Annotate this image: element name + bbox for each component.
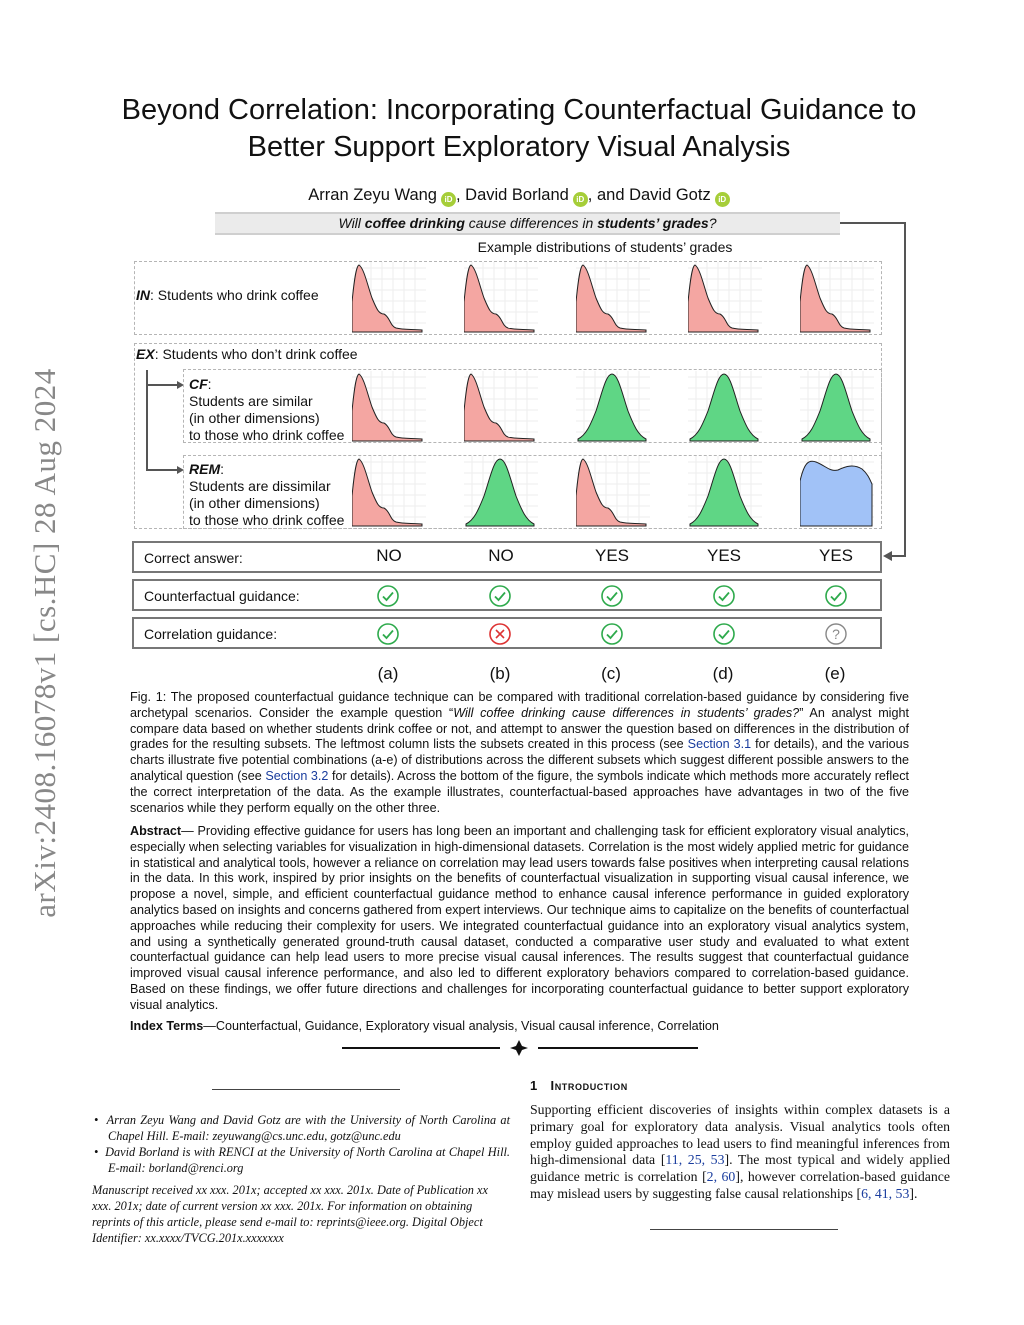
caption-question: Will coffee drinking cause differences in students’ grades? (453, 705, 800, 720)
ex-tag: EX (136, 346, 155, 362)
column-rule (650, 1229, 838, 1230)
ex-text: : Students who don’t drink coffee (154, 346, 358, 362)
answer-d: YES (706, 546, 742, 565)
correlation-guidance-label: Correlation guidance: (144, 626, 278, 642)
cf-line: (in other dimensions) (189, 410, 320, 426)
rem-line: Students are dissimilar (189, 478, 331, 494)
orcid-icon[interactable]: iD (441, 192, 456, 207)
density-area-normal (690, 459, 758, 526)
answer-a: NO (376, 546, 402, 565)
density-area-skewed (576, 459, 646, 526)
check-circle-icon (376, 622, 400, 646)
cf-label: CF: Students are similar (in other dimensions) to those who drink coffee (189, 376, 345, 443)
cf-line: to those who drink coffee (189, 427, 345, 443)
cf-tag: CF (189, 376, 208, 392)
title-line-2: Better Support Exploratory Visual Analysis (247, 131, 791, 163)
density-chart-rem-e (800, 456, 874, 528)
footnote-bullet: • David Borland is with RENCI at the University of North Carolina at Chapel Hill. E-mail: borland@renci.org (94, 1145, 510, 1175)
question-text: ? (708, 215, 717, 231)
section-link[interactable]: Section 3.2 (265, 768, 329, 783)
density-chart-rem-b (464, 456, 538, 528)
index-terms (130, 1019, 909, 1035)
citation-link[interactable]: 11, 25, 53 (665, 1152, 725, 1168)
author-1: Arran Zeyu Wang (308, 186, 437, 204)
check-circle-icon (376, 584, 400, 608)
rem-line: to those who drink coffee (189, 512, 345, 528)
sublabel-a: (a) (377, 664, 399, 683)
answer-c: YES (594, 546, 630, 565)
check-circle-icon (600, 622, 624, 646)
question-treatment: coffee drinking (364, 215, 465, 231)
density-chart-in-c (576, 262, 650, 334)
question-text: Will (338, 215, 365, 231)
density-area-normal (690, 374, 758, 441)
density-area-bimodal (800, 461, 872, 526)
manuscript-note: Manuscript received xx xxx. 201x; accepted xx xxx. 201x. Date of Publication xx xxx. 201x; date of current version xx xxx. 201x. For information on obtaining reprints of this article, please send e-mail to: reprints@ieee.org. Digital Object Identifier: xx.xxxx/TVCG.201x.xxxxxxx (92, 1183, 488, 1245)
abstract-label: Abstract (130, 824, 182, 838)
sublabel-d: (d) (712, 664, 734, 683)
density-area-skewed (464, 374, 534, 441)
section-number: 1 (530, 1078, 538, 1093)
check-circle-icon (824, 584, 848, 608)
footnote-bullet: • Arran Zeyu Wang and David Gotz are with the University of North Carolina at Chapel Hill. E-mail: zeyuwang@cs.unc.edu, gotz@unc.edu (94, 1113, 510, 1143)
abstract (130, 824, 909, 1014)
authors: Arran Zeyu Wang iD , David Borland iD , and David Gotz iD (100, 186, 938, 207)
density-area-skewed (352, 265, 422, 332)
question-text: cause differences in (464, 215, 598, 231)
correct-answer-row (132, 541, 882, 573)
in-tag: IN (136, 287, 150, 303)
footnote-rule (212, 1089, 400, 1090)
density-chart-in-e (800, 262, 874, 334)
rem-label: REM: Students are dissimilar (in other dimensions) to those who drink coffee (189, 461, 345, 528)
density-chart-cf-e (800, 371, 874, 443)
density-chart-rem-a (352, 456, 426, 528)
orcid-icon[interactable]: iD (715, 192, 730, 207)
ex-label (136, 346, 358, 363)
question-outcome: students’ grades (597, 215, 709, 231)
index-terms-text: —Counterfactual, Guidance, Exploratory visual analysis, Visual causal inference, Correlation (203, 1019, 719, 1033)
caption-text: for details), and the various charts illustrate five potential combinations (a-e) of distributions across the different subsets which suggest different possible answers to the analytical question (see (130, 737, 909, 783)
footnote-text: Arran Zeyu Wang and David Gotz are with the University of North Carolina at Chapel Hill. E-mail: zeyuwang@cs.unc.edu, gotz@unc.edu (106, 1113, 510, 1143)
caption-text: ” An analyst might compare data based on whether students drink coffee or not, and attempt to answer the question based on differences in the distribution of grades for the resulting subsets. The leftmost column lists the subsets created in this process (see (130, 705, 909, 752)
answer-b: NO (488, 546, 514, 565)
density-chart-cf-d (688, 371, 762, 443)
intro-text: ]. (909, 1185, 918, 1201)
intro-text: ], however correlation-based guidance may mislead users by suggesting false causal relationships [ (530, 1169, 951, 1201)
footnote-text: David Borland is with RENCI at the University of North Carolina at Chapel Hill. E-mail: borland@renci.org (105, 1145, 510, 1175)
density-chart-cf-b (464, 371, 538, 443)
density-chart-in-a (352, 262, 426, 334)
density-chart-rem-c (576, 456, 650, 528)
sublabel-c: (c) (601, 664, 621, 683)
section-heading (530, 1078, 628, 1093)
density-area-skewed (688, 265, 758, 332)
density-chart-cf-c (576, 371, 650, 443)
citation-link[interactable]: 2, 60 (706, 1169, 736, 1185)
density-chart-cf-a (352, 371, 426, 443)
author-3: and David Gotz (596, 186, 711, 204)
sublabel-e: (e) (824, 664, 846, 683)
rem-line: (in other dimensions) (189, 495, 320, 511)
diamond-icon (510, 1040, 528, 1056)
check-circle-icon (488, 584, 512, 608)
density-area-skewed (576, 265, 646, 332)
density-area-skewed (352, 374, 422, 441)
x-circle-icon (488, 622, 512, 646)
answer-e: YES (818, 546, 854, 565)
correlation-guidance-row (132, 617, 882, 649)
svg-text:?: ? (832, 626, 840, 642)
introduction-text (530, 1102, 950, 1203)
orcid-icon[interactable]: iD (573, 192, 588, 207)
check-circle-icon (600, 584, 624, 608)
research-question (215, 212, 840, 235)
arxiv-identifier: arXiv:2408.16078v1 [cs.HC] 28 Aug 2024 (27, 368, 62, 918)
caption-text: for details). Across the bottom of the figure, the symbols indicate which methods more accurately reflect the correct interpretation of the data. As the example illustrates, counterfactual-based approaches have advantages in two of the five scenarios while they perform equally on the other three. (130, 768, 909, 815)
check-circle-icon (712, 622, 736, 646)
section-divider (340, 1038, 700, 1058)
section-title: Introduction (550, 1078, 628, 1093)
check-circle-icon (712, 584, 736, 608)
figure-caption (130, 690, 909, 816)
example-distributions-label: Example distributions of students’ grades (477, 239, 733, 255)
author-2: David Borland (465, 186, 569, 204)
title-line-1: Beyond Correlation: Incorporating Counterfactual Guidance to (121, 94, 917, 126)
affiliation-footnotes (92, 1112, 510, 1246)
density-area-normal (802, 374, 870, 441)
density-area-normal (466, 459, 534, 526)
index-terms-label: Index Terms (130, 1019, 204, 1033)
density-area-skewed (464, 265, 534, 332)
abstract-text: — Providing effective guidance for users has long been an important and challenging task for efficient exploratory visual analytics, especially when selecting variables for visualization in high-dimensional datasets. Correlation is the most widely applied metric for guidance in statistical and analytical tools, however a reliance on correlation may lead users towards false positives when interpreting causal relations in the data. In this work, inspired by prior insights on the benefits of counterfactual visualization in supporting visual causal inference, we propose a novel, simple, and efficient counterfactual guidance method to enhance causal inference performance in guided exploratory analytics based on insights and concerns gathered from expert interviews. Our technique aims to capitalize on the benefits of counterfactual approaches while reducing their complexity for users. We integrated counterfactual guidance into an exploratory visual analytics system, and using a synthetically generated ground-truth causal dataset, conducted a comparative user study and evaluated to what extent counterfactual guidance can help lead users to more precise visual causal inferences. The results suggest that counterfactual guidance improved visual causal inference performance, and also led to different exploratory behaviors compared to correlation-based guidance. Based on these findings, we offer future directions and challenges for incorporating counterfactual guidance to better support exploratory visual analytics. (130, 824, 909, 1012)
rem-tag: REM (189, 461, 221, 477)
density-area-skewed (352, 459, 422, 526)
counterfactual-guidance-row (132, 579, 882, 611)
density-area-skewed (800, 265, 870, 332)
caption-text: Fig. 1: The proposed counterfactual guidance technique can be compared with traditional correlation-based guidance by considering five archetypal scenarios. Consider the example question “ (130, 690, 909, 720)
density-chart-in-d (688, 262, 762, 334)
cf-line: Students are similar (189, 393, 313, 409)
correct-answer-label: Correct answer: (144, 550, 243, 566)
density-chart-in-b (464, 262, 538, 334)
citation-link[interactable]: 6, 41, 53 (861, 1185, 910, 1201)
in-label (136, 287, 319, 304)
counterfactual-guidance-label: Counterfactual guidance: (144, 588, 300, 604)
question-circle-icon (824, 622, 848, 646)
in-text: : Students who drink coffee (150, 287, 319, 303)
density-chart-rem-d (688, 456, 762, 528)
density-area-normal (578, 374, 646, 441)
intro-text: Supporting efficient discoveries of insights within complex datasets is a primary goal for exploratory data analysis. Visual analytics tools often employ guided approaches to lead users to find meaningful inferences from high-dimensional data [ (530, 1102, 950, 1168)
section-link[interactable]: Section 3.1 (687, 737, 752, 752)
sublabel-b: (b) (489, 664, 511, 683)
intro-text: ]. The most typical and widely applied guidance metric is correlation [ (530, 1152, 950, 1185)
